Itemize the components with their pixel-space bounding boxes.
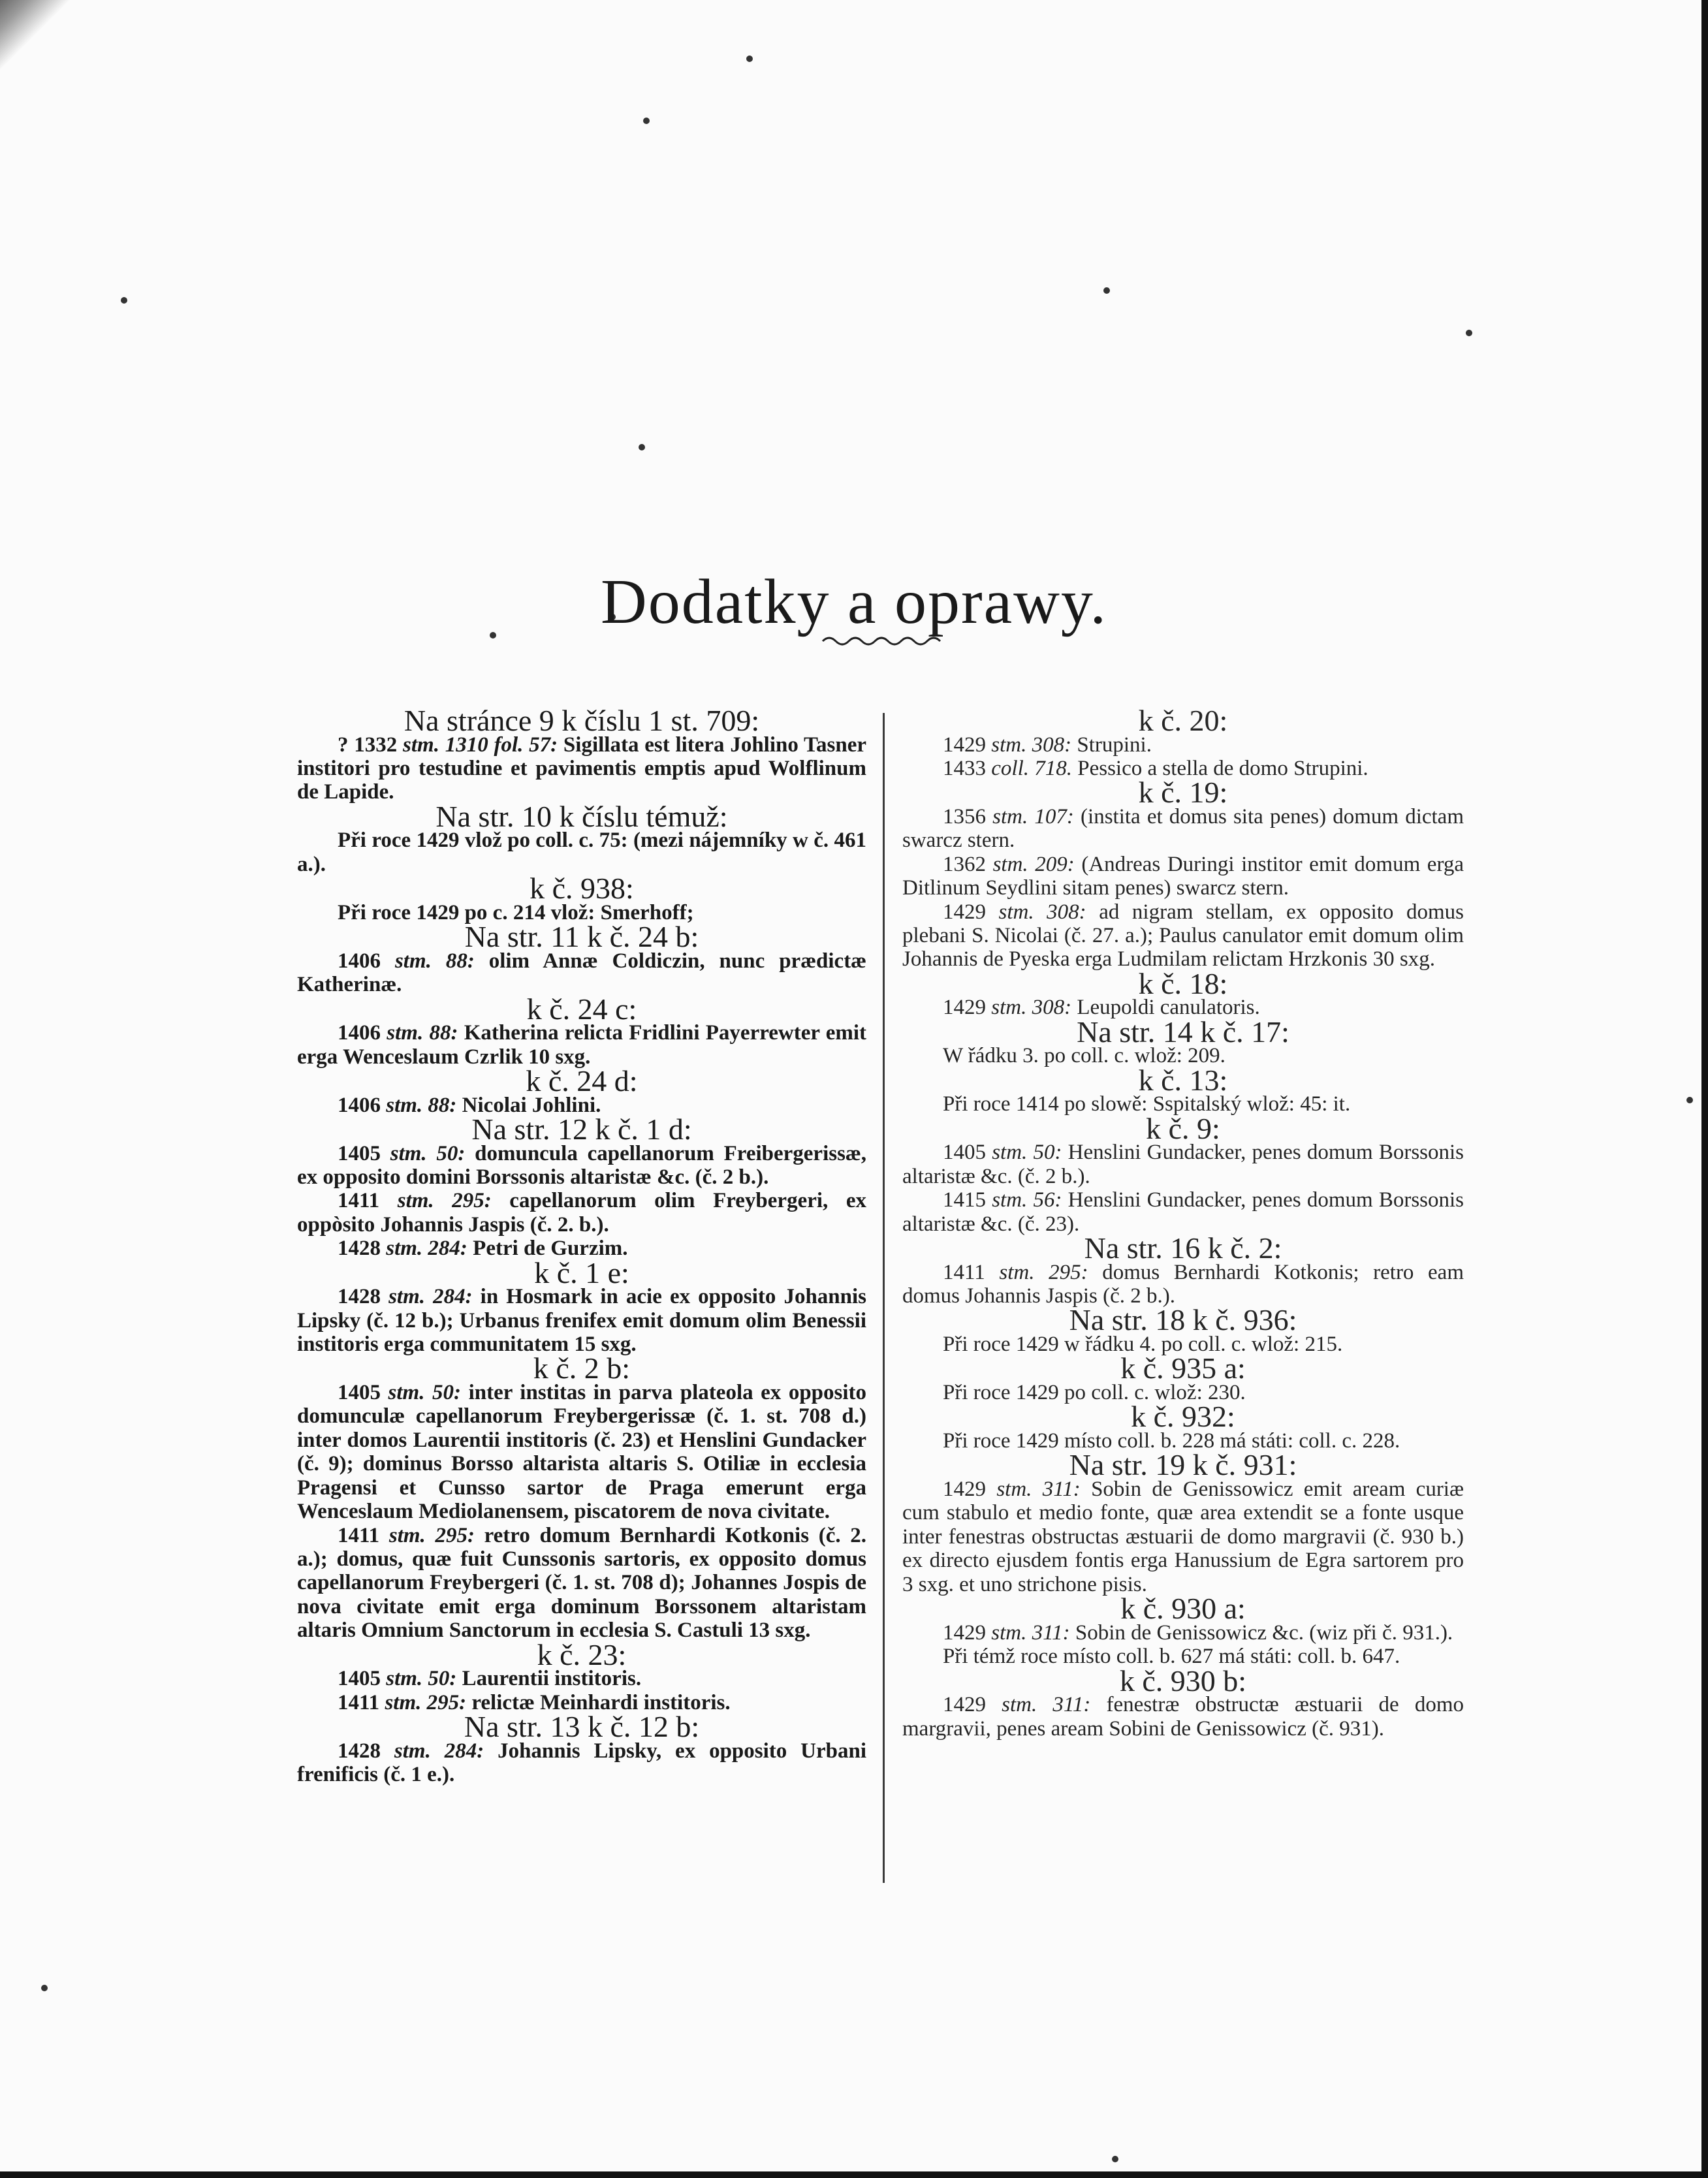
entry-paragraph <box>297 1189 866 1237</box>
entry-text: Pessico a stella de domo Strupini. <box>1077 757 1368 780</box>
entry-paragraph <box>902 1188 1464 1236</box>
entry-text: Při roce 1429 místo coll. b. 228 má státi: coll. c. 228. <box>943 1429 1400 1453</box>
entry-paragraph <box>297 1667 866 1690</box>
section-heading: Na str. 12 k č. 1 d: <box>471 1113 692 1146</box>
speck <box>1112 2156 1118 2162</box>
entry-paragraph <box>902 1693 1464 1741</box>
section-heading: k č. 24 c: <box>526 992 637 1026</box>
entry-text: inter institas in parva plateola ex opposito domunculæ capellanorum Freybergerissæ (č. 1. st. 708 d.) inter domos Laurentii institoris (č. 23) et Henslini Gundacker (č. 9); dominus Borsso altarista altaris S. Otiliæ in ecclesia Pragensi et Cunsso sartor de Praga emerunt erga Wenceslaum Mediolanensem, piscatorem de nova civitate. <box>297 1381 867 1524</box>
entry-source-label: stm. 311: <box>1002 1693 1091 1717</box>
entry-text: Katherina relicta Fridlini Payerrewter emit erga Wenceslaum Czrlik 10 sxg. <box>297 1021 867 1069</box>
entry-source-label: stm. 311: <box>991 1620 1070 1645</box>
section-heading: k č. 932: <box>1131 1400 1235 1434</box>
speck <box>746 55 753 62</box>
entry-source-label: stm. 295: <box>397 1189 492 1213</box>
entry-year: 1405 <box>943 1141 986 1165</box>
speck <box>121 297 127 304</box>
entry-text: relictæ Meinhardi institoris. <box>471 1690 731 1714</box>
entry-paragraph <box>297 1285 866 1356</box>
entry-text: Při roce 1414 po slowě: Sspitalský wlož: 45: it. <box>943 1092 1351 1116</box>
entry-year: 1415 <box>943 1188 986 1212</box>
entry-year: 1429 <box>943 733 986 757</box>
entry-year: 1429 <box>943 900 986 924</box>
section-heading: k č. 13: <box>1138 1063 1228 1097</box>
page-title: Dodatky a oprawy. <box>600 566 1108 637</box>
title-ornament <box>819 632 950 648</box>
entry-text: Při témž roce místo coll. b. 627 má státi: coll. b. 647. <box>943 1645 1400 1669</box>
entry-year: 1406 <box>338 949 381 973</box>
entry-year: 1411 <box>338 1690 380 1714</box>
section-heading: k č. 930 b: <box>1119 1664 1247 1697</box>
entry-paragraph <box>902 805 1464 853</box>
entry-source-label: stm. 50: <box>388 1381 462 1405</box>
entry-year: 1356 <box>943 805 986 829</box>
left-column <box>297 704 867 1786</box>
entry-text: W řádku 3. po coll. c. wlož: 209. <box>943 1044 1226 1068</box>
entry-source-label: stm. 88: <box>387 1021 458 1045</box>
entry-year: 1405 <box>338 1381 381 1405</box>
entry-text: Sobin de Genissowicz emit aream curiæ cum stabulo et medio fonte, quæ area extendit se a fonte usque inter fenestras obstructas æstuarii de domo margravii (č. 930 b.) ex directo ejusdem fontis erga Hanussium de Egra sartorem pro 3 sxg. et uno strichone pisis. <box>902 1477 1464 1596</box>
entry-source-label: stm. 295: <box>388 1523 475 1547</box>
entry-text: fenestræ obstructæ æstuarii de domo margravii, penes aream Sobini de Genissowicz (č. 931). <box>902 1693 1464 1741</box>
entry-source-label: stm. 311: <box>996 1477 1081 1502</box>
speck <box>41 1985 48 1991</box>
entry-source-label: stm. 284: <box>394 1739 484 1763</box>
entry-text: Při roce 1429 po coll. c. wlož: 230. <box>943 1381 1246 1405</box>
entry-year: 1411 <box>338 1189 380 1213</box>
entry-paragraph <box>902 1477 1464 1596</box>
entry-paragraph <box>902 1141 1464 1188</box>
entry-paragraph <box>902 1261 1464 1308</box>
speck <box>1686 1097 1693 1103</box>
entry-year: 1406 <box>338 1093 381 1117</box>
entry-source-label: stm. 209: <box>992 852 1075 876</box>
section-heading: k č. 18: <box>1138 966 1228 1000</box>
entry-text: Petri de Gurzim. <box>473 1237 628 1261</box>
entry-source-label: stm. 295: <box>385 1690 467 1714</box>
entry-text: domus Bernhardi Kotkonis; retro eam domus Johannis Jaspis (č. 2 b.). <box>902 1260 1464 1308</box>
entry-source-label: coll. 718. <box>991 757 1072 780</box>
speck <box>643 118 650 124</box>
entry-text: (instita et domus sita penes) domum dictam swarcz stern. <box>902 805 1464 853</box>
speck <box>639 444 645 450</box>
entry-source-label: stm. 50: <box>992 1141 1062 1165</box>
section-heading: k č. 938: <box>530 872 634 906</box>
entry-source-label: stm. 1310 fol. 57: <box>403 733 558 757</box>
entry-text: Při roce 1429 po c. 214 vlož: Smerhoff; <box>338 900 694 924</box>
section-heading: Na str. 14 k č. 17: <box>1077 1015 1289 1049</box>
entry-year: 1405 <box>338 1667 381 1691</box>
entry-text: Laurentii institoris. <box>462 1667 642 1691</box>
section-heading: Na str. 18 k č. 936: <box>1069 1303 1297 1337</box>
section-heading: k č. 930 a: <box>1120 1592 1246 1626</box>
entry-paragraph <box>297 1524 866 1643</box>
entry-text: domuncula capellanorum Freibergerissæ, ex opposito domini Borssonis altaristæ &c. (č. 2 b.). <box>297 1141 867 1190</box>
entry-text: Při roce 1429 vlož po coll. c. 75: (mezi nájemníky w č. 461 a.). <box>297 829 866 876</box>
section-heading: k č. 9: <box>1146 1111 1220 1145</box>
section-heading: k č. 20: <box>1138 704 1228 737</box>
entry-paragraph <box>297 733 866 804</box>
entry-text: Sigillata est litera Johlino Tasner institori pro testudine et pavimentis emptis apud Wolflinum de Lapide. <box>297 733 867 804</box>
entry-year: 1428 <box>338 1285 381 1309</box>
entry-source-label: stm. 107: <box>992 805 1074 829</box>
section-heading: Na str. 10 k číslu témuž: <box>435 799 728 833</box>
entry-text: Johannis Lipsky, ex opposito Urbani frenificis (č. 1 e.). <box>297 1739 867 1786</box>
entry-text: ad nigram stellam, ex opposito domus plebani S. Nicolai (č. 27. a.); Paulus canulator emit domum olim Johannis de Pyeska erga Ludmilam relictam Hrzkonis 30 sxg. <box>902 900 1464 971</box>
entry-year: 1411 <box>943 1260 985 1284</box>
entry-paragraph <box>297 949 866 997</box>
entry-paragraph <box>297 1381 866 1523</box>
section-heading: Na stránce 9 k číslu 1 st. 709: <box>403 704 760 737</box>
section-heading: k č. 935 a: <box>1120 1351 1246 1385</box>
entry-source-label: stm. 284: <box>386 1237 467 1261</box>
section-heading: Na str. 16 k č. 2: <box>1084 1231 1282 1265</box>
entry-text: Henslini Gundacker, penes domum Borssonis altaristæ &c. (č. 2 b.). <box>902 1141 1464 1188</box>
entry-year: 1405 <box>338 1141 381 1165</box>
entry-year: 1429 <box>943 1620 986 1645</box>
section-heading: Na str. 11 k č. 24 b: <box>464 920 699 954</box>
entry-text: Sobin de Genissowicz &c. (wiz při č. 931.). <box>1075 1620 1453 1645</box>
entry-year: 1406 <box>338 1021 381 1045</box>
entry-source-label: stm. 88: <box>394 949 475 973</box>
entry-year: 1362 <box>943 852 986 876</box>
scan-border-bottom <box>0 2171 1708 2178</box>
entry-paragraph <box>902 900 1464 971</box>
entry-paragraph <box>297 1739 866 1787</box>
section-heading: Na str. 19 k č. 931: <box>1069 1448 1297 1482</box>
entry-text: retro domum Bernhardi Kotkonis (č. 2. a.); domus, quæ fuit Cunssonis sartoris, ex opposito domus capellanorum Freybergeri (č. 1. st. 708 d); Johannes Jospis de nova civitate emit erga dominum Borssonem altaristam altaris Omnium Sanctorum in ecclesia S. Castuli 13 sxg. <box>297 1523 867 1643</box>
scan-corner-smudge <box>0 0 78 78</box>
entry-paragraph <box>297 829 866 876</box>
entry-text: Nicolai Johlini. <box>462 1093 601 1117</box>
right-column <box>902 704 1464 1741</box>
entry-year: 1433 <box>943 757 986 780</box>
entry-source-label: stm. 50: <box>390 1141 466 1165</box>
speck <box>1103 287 1110 294</box>
speck <box>1466 330 1472 336</box>
entry-text: olim Annæ Coldiczin, nunc prædictæ Katherinæ. <box>297 949 867 997</box>
entry-source-label: stm. 284: <box>388 1285 473 1309</box>
entry-year: 1428 <box>338 1237 381 1261</box>
entry-year: 1428 <box>338 1739 381 1763</box>
entry-year: 1429 <box>943 996 986 1020</box>
entry-text: Leupoldi canulatoris. <box>1077 996 1260 1020</box>
section-heading: k č. 2 b: <box>533 1351 631 1385</box>
scan-border-right <box>1701 0 1708 2178</box>
entry-text: Henslini Gundacker, penes domum Borssonis altaristæ &c. (č. 23). <box>902 1188 1464 1236</box>
section-heading: k č. 1 e: <box>534 1255 629 1289</box>
entry-paragraph <box>902 1621 1464 1645</box>
entry-source-label: stm. 308: <box>991 733 1072 757</box>
entry-year: 1429 <box>943 1693 986 1717</box>
entry-year: ? 1332 <box>338 733 398 757</box>
entry-text: (Andreas Duringi institor emit domum erga Ditlinum Seydlini sitam penes) swarcz stern. <box>902 852 1464 900</box>
entry-text: Strupini. <box>1077 733 1152 757</box>
entry-paragraph <box>902 853 1464 900</box>
entry-source-label: stm. 295: <box>999 1260 1088 1284</box>
entry-source-label: stm. 308: <box>998 900 1086 924</box>
entry-text: in Hosmark in acie ex opposito Johannis Lipsky (č. 12 b.); Urbanus frenifex emit domum olim Benessii institoris erga communitatem 15 sxg. <box>297 1285 867 1357</box>
column-divider <box>883 713 885 1883</box>
entry-year: 1411 <box>338 1523 380 1547</box>
entry-source-label: stm. 88: <box>386 1093 457 1117</box>
entry-paragraph <box>297 1142 866 1190</box>
entry-text: Při roce 1429 w řádku 4. po coll. c. wlož: 215. <box>943 1333 1343 1357</box>
section-heading: k č. 24 d: <box>526 1064 638 1098</box>
section-heading: k č. 23: <box>537 1637 627 1671</box>
section-heading: Na str. 13 k č. 12 b: <box>464 1709 700 1743</box>
entry-source-label: stm. 50: <box>386 1667 457 1691</box>
entry-source-label: stm. 308: <box>991 996 1072 1020</box>
entry-text: capellanorum olim Freybergeri, ex oppòsito Johannis Jaspis (č. 2. b.). <box>297 1189 866 1237</box>
entry-source-label: stm. 56: <box>992 1188 1062 1212</box>
section-heading: k č. 19: <box>1138 776 1228 810</box>
entry-paragraph <box>297 1021 866 1069</box>
entry-year: 1429 <box>943 1477 986 1502</box>
